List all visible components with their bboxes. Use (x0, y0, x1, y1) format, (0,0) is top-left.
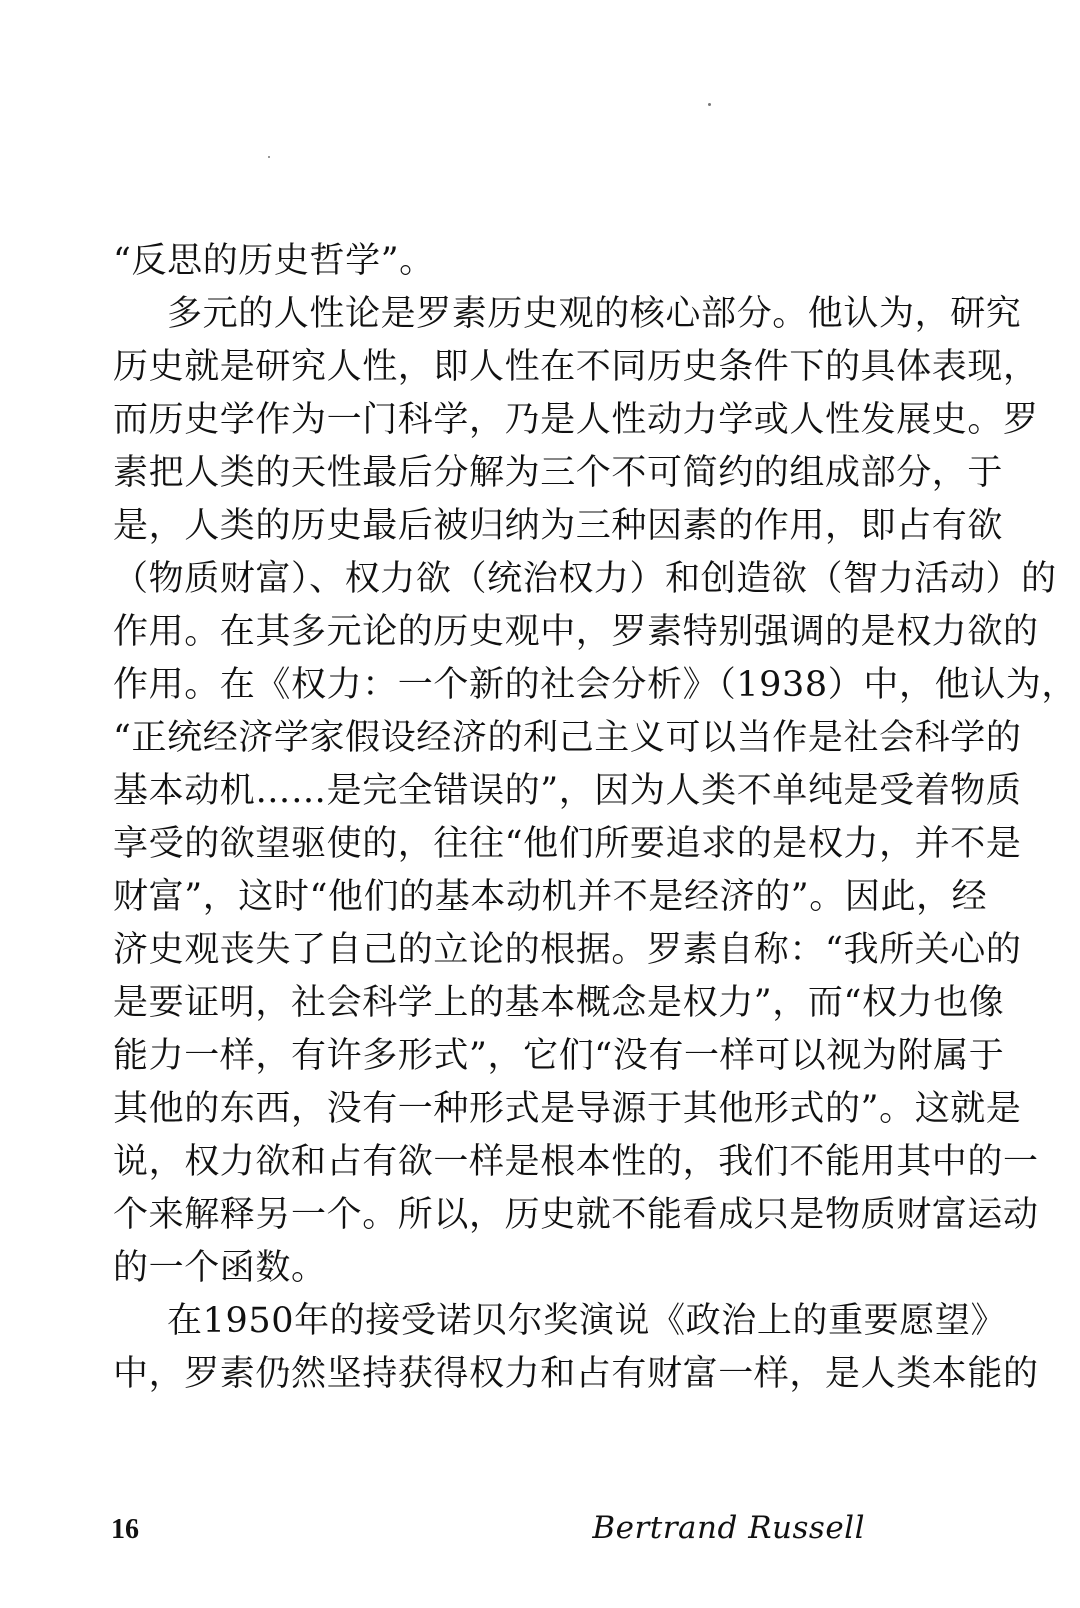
text-line: 能力一样，有许多形式”，它们“没有一样可以视为附属于 (113, 1036, 1005, 1076)
text-line: 是要证明，社会科学上的基本概念是权力”，而“权力也像 (113, 983, 1005, 1023)
text-line: “反思的历史哲学”。 (113, 241, 435, 281)
scan-speck (708, 103, 711, 106)
text-line: “正统经济学家假设经济的利己主义可以当作是社会科学的 (113, 718, 1022, 758)
text-line: 作用。在《权力：一个新的社会分析》（1938）中，他认为， (113, 665, 1077, 705)
page-number: 16 (111, 1514, 139, 1545)
scan-speck (268, 156, 270, 158)
text-line: 基本动机……是完全错误的”，因为人类不单纯是受着物质 (113, 771, 1022, 811)
text-line: 中，罗素仍然坚持获得权力和占有财富一样，是人类本能的 (113, 1354, 1039, 1394)
text-line: 在1950年的接受诺贝尔奖演说《政治上的重要愿望》 (167, 1301, 1007, 1341)
text-line: 历史就是研究人性，即人性在不同历史条件下的具体表现， (113, 347, 1039, 387)
text-line: 素把人类的天性最后分解为三个不可简约的组成部分，于 (113, 453, 1004, 493)
text-line: 而历史学作为一门科学，乃是人性动力学或人性发展史。罗 (113, 400, 1039, 440)
text-line: 个来解释另一个。所以，历史就不能看成只是物质财富运动 (113, 1195, 1039, 1235)
text-line: 其他的东西，没有一种形式是导源于其他形式的”。这就是 (113, 1089, 1022, 1129)
text-line: 的一个函数。 (113, 1248, 327, 1288)
text-line: 财富”，这时“他们的基本动机并不是经济的”。因此，经 (113, 877, 988, 917)
text-line: 享受的欲望驱使的，往往“他们所要追求的是权力，并不是 (113, 824, 1022, 864)
text-line: 济史观丧失了自己的立论的根据。罗素自称：“我所关心的 (113, 930, 1022, 970)
text-line: 作用。在其多元论的历史观中，罗素特别强调的是权力欲的 (113, 612, 1039, 652)
text-line: 是，人类的历史最后被归纳为三种因素的作用，即占有欲 (113, 506, 1004, 546)
running-title: Bertrand Russell (592, 1510, 865, 1546)
text-line: 多元的人性论是罗素历史观的核心部分。他认为，研究 (167, 294, 1022, 334)
text-line: （物质财富）、权力欲（统治权力）和创造欲（智力活动）的 (113, 559, 1057, 599)
text-line: 说，权力欲和占有欲一样是根本性的，我们不能用其中的一 (113, 1142, 1039, 1182)
